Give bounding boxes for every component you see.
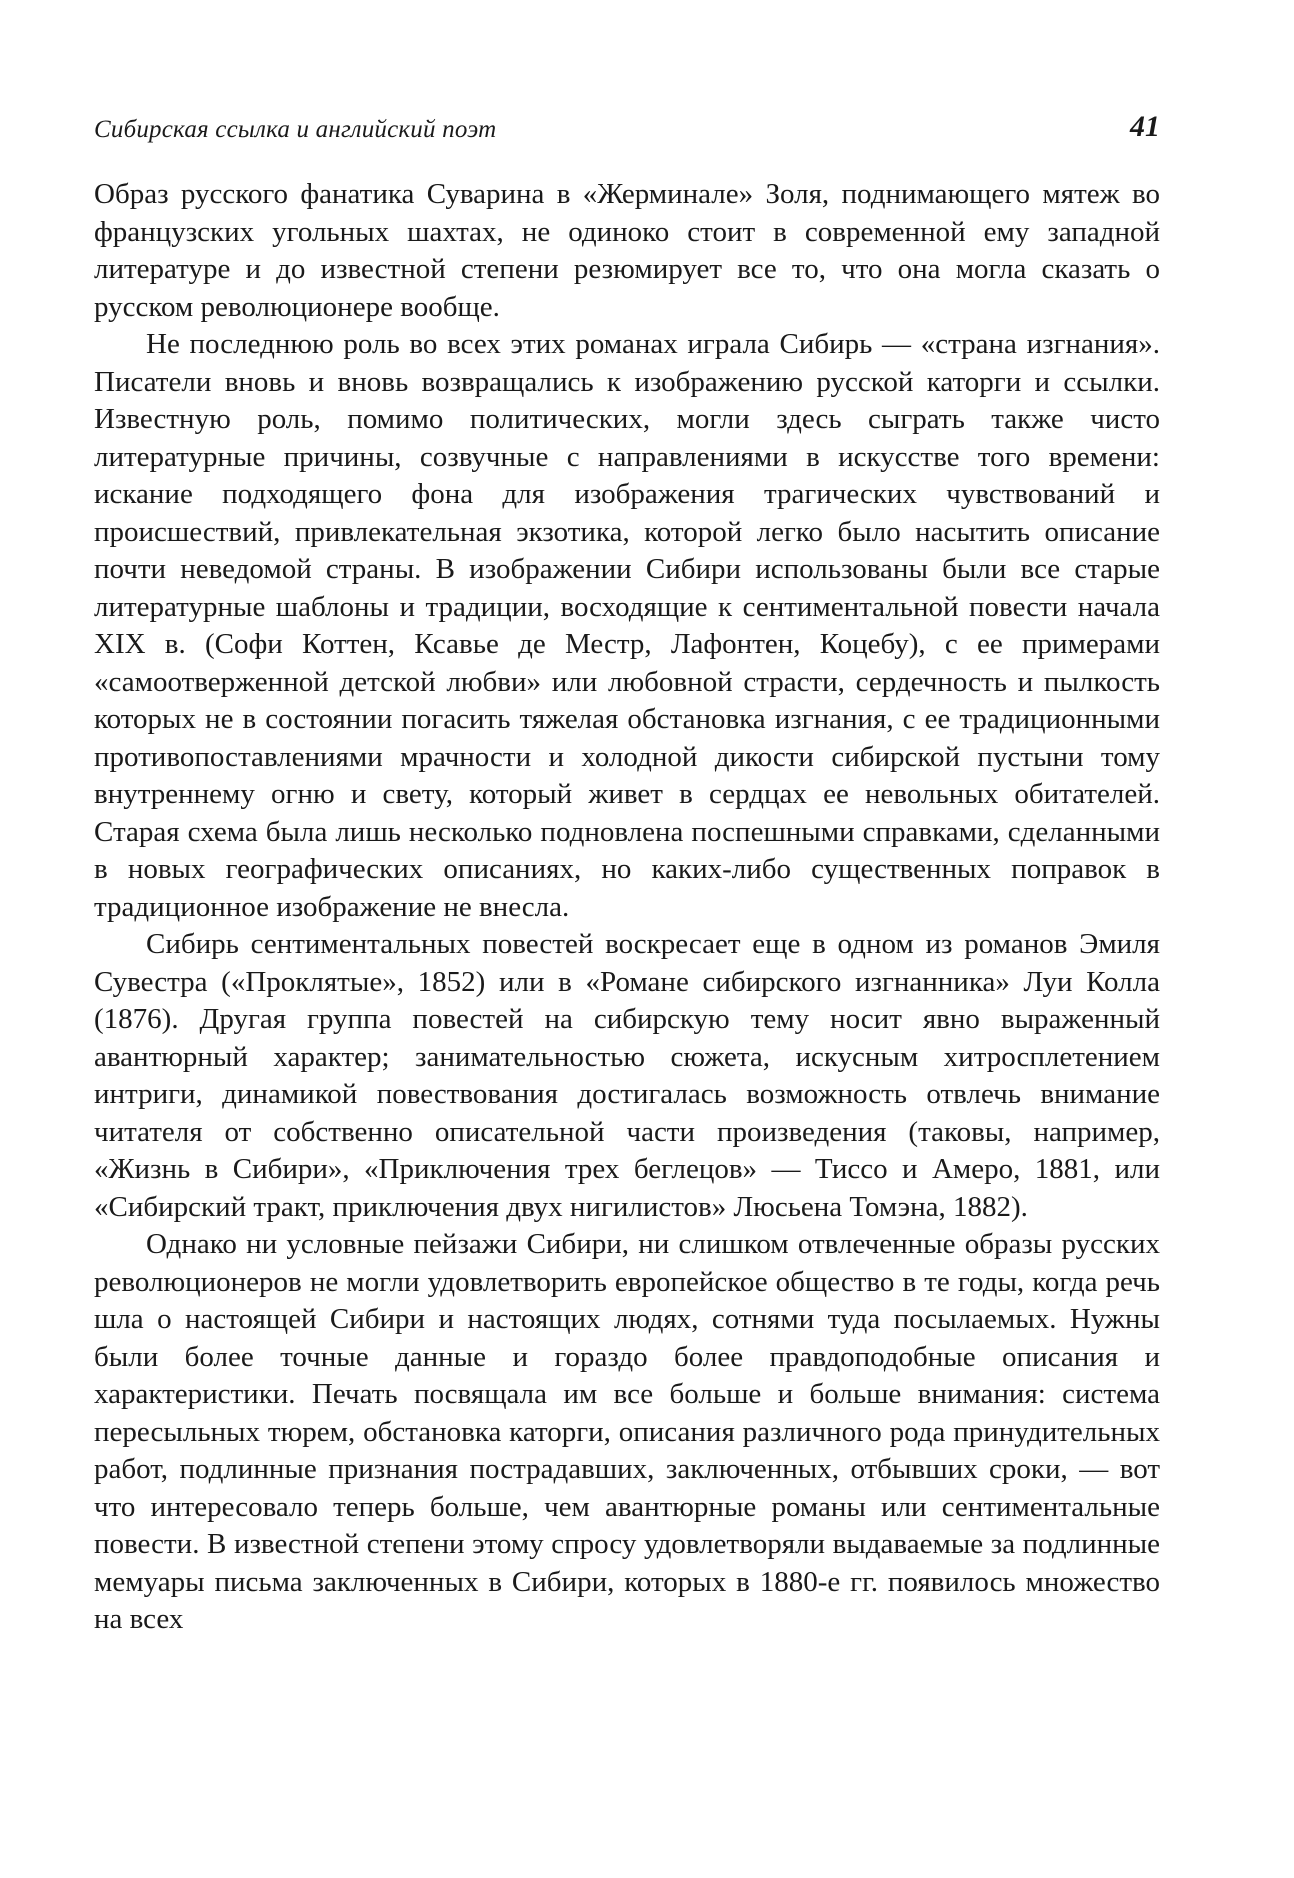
paragraph-3: Сибирь сентиментальных повестей воскресает еще в одном из романов Эмиля Сувестра («Проклятые», 1852) или в «Романе сибирского изгнанника» Луи Колла (1876). Другая группа повестей на сибирскую тему носит явно выраженный авантюрный характер; занимательностью сюжета, искусным хитросплетением интриги, динамикой повествования достигалась возможность отвлечь внимание читателя от собственно описательной части произведения (таковы, например, «Жизнь в Сибири», «Приключения трех беглецов» — Тиссо и Амеро, 1881, или «Сибирский тракт, приключения двух нигилистов» Люсьена Томэна, 1882). — [94, 928, 1160, 1223]
paragraph-4: Однако ни условные пейзажи Сибири, ни слишком отвлеченные образы русских революционеров не могли удовлетворить европейское общество в те годы, когда речь шла о настоящей Сибири и настоящих людях, сотнями туда посылаемых. Нужны были более точные данные и гораздо более правдоподобные описания и характеристики. Печать посвящала им все больше и больше внимания: система пересыльных тюрем, обстановка каторги, описания различного рода принудительных работ, подлинные признания пострадавших, заключенных, отбывших сроки, — вот что интересовало теперь больше, чем авантюрные романы или сентиментальные повести. В известной степени этому спросу удовлетворяли выдаваемые за подлинные мемуары письма заключенных в Сибири, которых в 1880-е гг. появилось множество на всех — [94, 1228, 1160, 1635]
book-page — [94, 96, 1160, 1639]
running-header-title: Сибирская ссылка и английский поэт — [94, 116, 497, 143]
paragraph-2: Не последнюю роль во всех этих романах играла Сибирь — «страна изгнания». Писатели вновь и вновь возвращались к изображению русской каторги и ссылки. Известную роль, помимо политических, могли здесь сыграть также чисто литературные причины, созвучные с направлениями в искусстве того времени: искание подходящего фона для изображения трагических чувствований и происшествий, привлекательная экзотика, которой легко было насытить описание почти неведомой страны. В изображении Сибири использованы были все старые литературные шаблоны и традиции, восходящие к сентиментальной повести начала XIX в. (Софи Коттен, Ксавье де Местр, Лафонтен, Коцебу), с ее примерами «самоотверженной детской любви» или любовной страсти, сердечность и пылкость которых не в состоянии погасить тяжелая обстановка изгнания, с ее традиционными противопоставлениями мрачности и холодной дикости сибирской пустыни тому внутреннему огню и свету, который живет в сердцах ее невольных обитателей. Старая схема была лишь несколько подновлена поспешными справками, сделанными в новых географических описаниях, но каких-либо существенных поправок в традиционное изображение не внесла. — [94, 328, 1160, 923]
body-text — [94, 176, 1160, 1639]
paragraph-1: Образ русского фанатика Суварина в «Жерминале» Золя, поднимающего мятеж во французских угольных шахтах, не одиноко стоит в современной ему западной литературе и до известной степени резюмирует все то, что она могла сказать о русском революционере вообще. — [94, 178, 1160, 323]
running-header — [94, 96, 1160, 156]
page-number: 41 — [1130, 110, 1160, 143]
